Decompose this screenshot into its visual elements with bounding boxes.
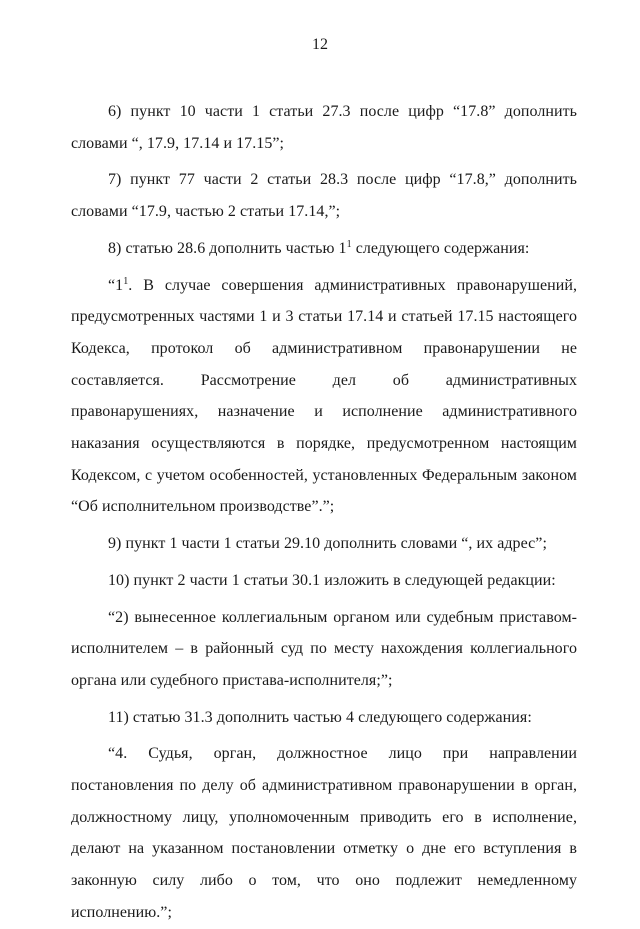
page-number: 12 (312, 36, 328, 53)
item-8-text: 8) статью 28.6 дополнить частью 1 (108, 239, 347, 257)
quote-part-1-1 (71, 270, 577, 524)
quote-1-text: . В случае совершения административных правонарушений, предусмотренных частями 1 и 3 статьи 17.14 и статьей 17.15 настоящего Кодекса, протокол об административном правонарушении не составляется. Рассмотрение дел об административных правонарушениях, назначение и исполнение административного наказания осуществляются в порядке, предусмотренном настоящим Кодексом, с учетом особенностей, установленных Федеральным законом “Об исполнительном производстве”.”; (71, 276, 577, 516)
item-8-superscript: 1 (346, 238, 352, 250)
quote-point-2: “2) вынесенное коллегиальным органом или судебным приставом-исполнителем – в районный суд по месту нахождения коллегиального органа или судебного пристава-исполнителя;”; (71, 608, 577, 689)
quote-1-open: “1 (108, 276, 124, 294)
item-7: 7) пункт 77 части 2 статьи 28.3 после цифр “17.8,” дополнить словами “17.9, частью 2 статьи 17.14,”; (71, 171, 577, 221)
item-9: 9) пункт 1 части 1 статьи 29.10 дополнить словами “, их адрес”; (108, 535, 547, 553)
item-8 (71, 233, 577, 265)
document-body (71, 96, 577, 929)
quote-1-superscript: 1 (123, 275, 129, 287)
item-11: 11) статью 31.3 дополнить частью 4 следующего содержания: (108, 708, 532, 726)
quote-part-4: “4. Судья, орган, должностное лицо при направлении постановления по делу об административном правонарушении в орган, должностному лицу, уполномоченным приводить его в исполнение, делают на указанном постановлении отметку о дне его вступления в законную силу либо о том, что оно подлежит немедленному исполнению.”; (71, 745, 577, 921)
item-10: 10) пункт 2 части 1 статьи 30.1 изложить в следующей редакции: (108, 571, 556, 589)
item-6: 6) пункт 10 части 1 статьи 27.3 после цифр “17.8” дополнить словами “, 17.9, 17.14 и 17.15”; (71, 103, 577, 152)
item-8-text-end: следующего содержания: (351, 239, 530, 257)
